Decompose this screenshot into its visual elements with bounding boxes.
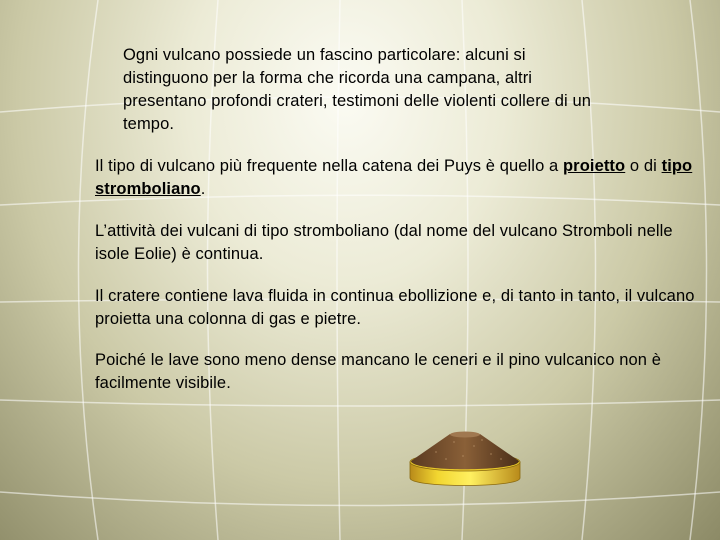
paragraph-lava: Poiché le lave sono meno dense mancano le ceneri e il pino vulcanico non è facilmente visibile. — [95, 351, 662, 392]
term-proietto: proietto — [563, 157, 626, 175]
paragraph-volcano-type-text: Il tipo di vulcano più frequente nella catena dei Puys è quello a — [95, 157, 563, 175]
intro-text: Ogni vulcano possiede un fascino particolare: alcuni si distinguono per la forma che ricorda una campana, altri presentano profondi crateri, testimoni delle violenti collere di un tempo. — [123, 46, 592, 133]
paragraph-crater: Il cratere contiene lava fluida in continua ebollizione e, di tanto in tanto, il vulcano proietta una colonna di gas e pietre. — [95, 287, 695, 328]
paragraph-volcano-type-end: . — [200, 180, 206, 198]
volcano-cone — [411, 432, 519, 470]
term-tipo-stromboliano: tipo stromboliano — [95, 157, 693, 198]
paragraph-volcano-type-middle: o di — [625, 157, 662, 175]
volcano-diagram — [406, 428, 524, 494]
paragraph-volcano-type — [95, 155, 695, 201]
paragraph-strombolian-activity: L’attività dei vulcani di tipo stromboliano (dal nome del vulcano Stromboli nelle isole Eolie) è continua. — [95, 222, 673, 263]
